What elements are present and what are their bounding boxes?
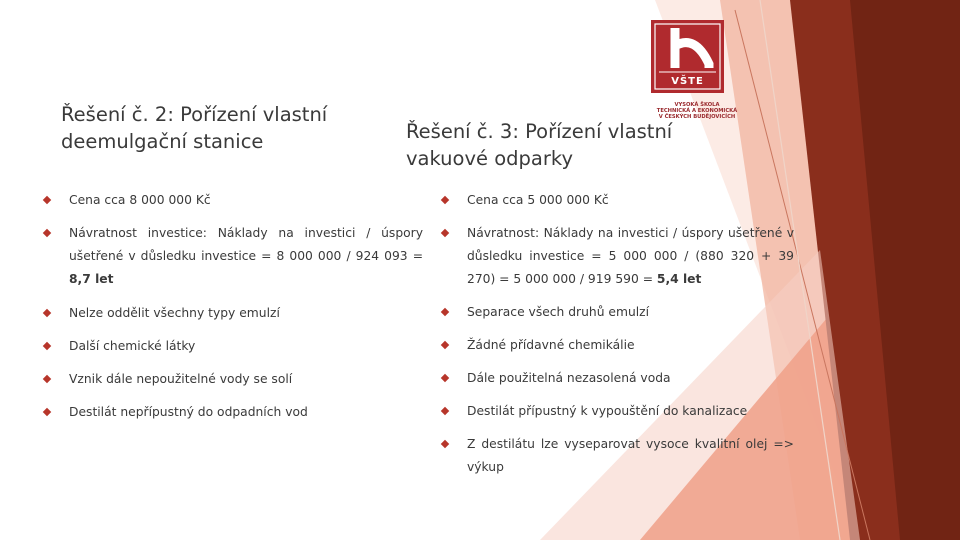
diamond-bullet-icon bbox=[441, 308, 449, 316]
list-item-text: Cena cca 8 000 000 Kč bbox=[69, 193, 211, 207]
right-column-title: Řešení č. 3: Pořízení vlastní vakuové odparky bbox=[406, 120, 673, 170]
left-column-title: Řešení č. 2: Pořízení vlastní deemulgační stanice bbox=[61, 103, 328, 153]
diamond-bullet-icon bbox=[43, 229, 51, 237]
logo-abbreviation: VŠTE bbox=[671, 76, 704, 87]
payback-value: 5,4 let bbox=[656, 272, 702, 286]
list-item-text: Nelze oddělit všechny typy emulzí bbox=[69, 306, 280, 320]
list-item bbox=[43, 368, 423, 391]
right-bullet-list bbox=[441, 189, 794, 479]
list-item-text: Návratnost investice: Náklady na investici / úspory ušetřené v důsledku investice = 8 000 000 / 924 093 = 8,7 let bbox=[69, 226, 423, 286]
list-item bbox=[43, 189, 423, 212]
diamond-bullet-icon bbox=[441, 341, 449, 349]
list-item bbox=[441, 334, 794, 357]
list-item-text: Separace všech druhů emulzí bbox=[467, 305, 650, 319]
diamond-bullet-icon bbox=[441, 407, 449, 415]
list-item bbox=[441, 367, 794, 390]
diamond-bullet-icon bbox=[441, 229, 449, 237]
list-item bbox=[441, 433, 794, 479]
logo-emblem bbox=[651, 20, 724, 93]
list-item bbox=[43, 335, 423, 358]
list-item-text: Destilát přípustný k vypouštění do kanalizace bbox=[467, 404, 748, 418]
list-item bbox=[441, 222, 794, 291]
list-item-text: Z destilátu lze vyseparovat vysoce kvalitní olej => výkup bbox=[467, 437, 794, 474]
diamond-bullet-icon bbox=[441, 374, 449, 382]
logo-line: TECHNICKÁ A EKONOMICKÁ bbox=[656, 108, 738, 115]
logo-line: V ČESKÝCH BUDĚJOVICÍCH bbox=[658, 114, 736, 121]
diamond-bullet-icon bbox=[441, 440, 449, 448]
list-item-text: Návratnost: Náklady na investici / úspory ušetřené v důsledku investice = 5 000 000 / (880 320 + 39 270) = 5 000 000 / 919 590 = 5,4 let bbox=[467, 226, 794, 286]
school-logo bbox=[650, 20, 740, 121]
list-item-text: Cena cca 5 000 000 Kč bbox=[467, 193, 609, 207]
list-item-text: Destilát nepřípustný do odpadních vod bbox=[69, 405, 308, 419]
diamond-bullet-icon bbox=[441, 196, 449, 204]
list-item bbox=[43, 401, 423, 424]
payback-value: 8,7 let bbox=[69, 272, 114, 286]
list-item-text: Vznik dále nepoužitelné vody se solí bbox=[69, 372, 293, 386]
diamond-bullet-icon bbox=[43, 196, 51, 204]
diamond-bullet-icon bbox=[43, 408, 51, 416]
left-bullet-list bbox=[43, 189, 423, 424]
list-item bbox=[441, 400, 794, 423]
logo-line: VYSOKÁ ŠKOLA bbox=[674, 102, 720, 108]
list-item bbox=[43, 222, 423, 291]
diamond-bullet-icon bbox=[43, 342, 51, 350]
list-item-text: Žádné přídavné chemikálie bbox=[467, 338, 635, 352]
list-item-text: Další chemické látky bbox=[69, 339, 196, 353]
list-item bbox=[43, 302, 423, 325]
diamond-bullet-icon bbox=[43, 375, 51, 383]
list-item bbox=[441, 189, 794, 212]
list-item-text: Dále použitelná nezasolená voda bbox=[467, 371, 671, 385]
list-item bbox=[441, 301, 794, 324]
diamond-bullet-icon bbox=[43, 309, 51, 317]
